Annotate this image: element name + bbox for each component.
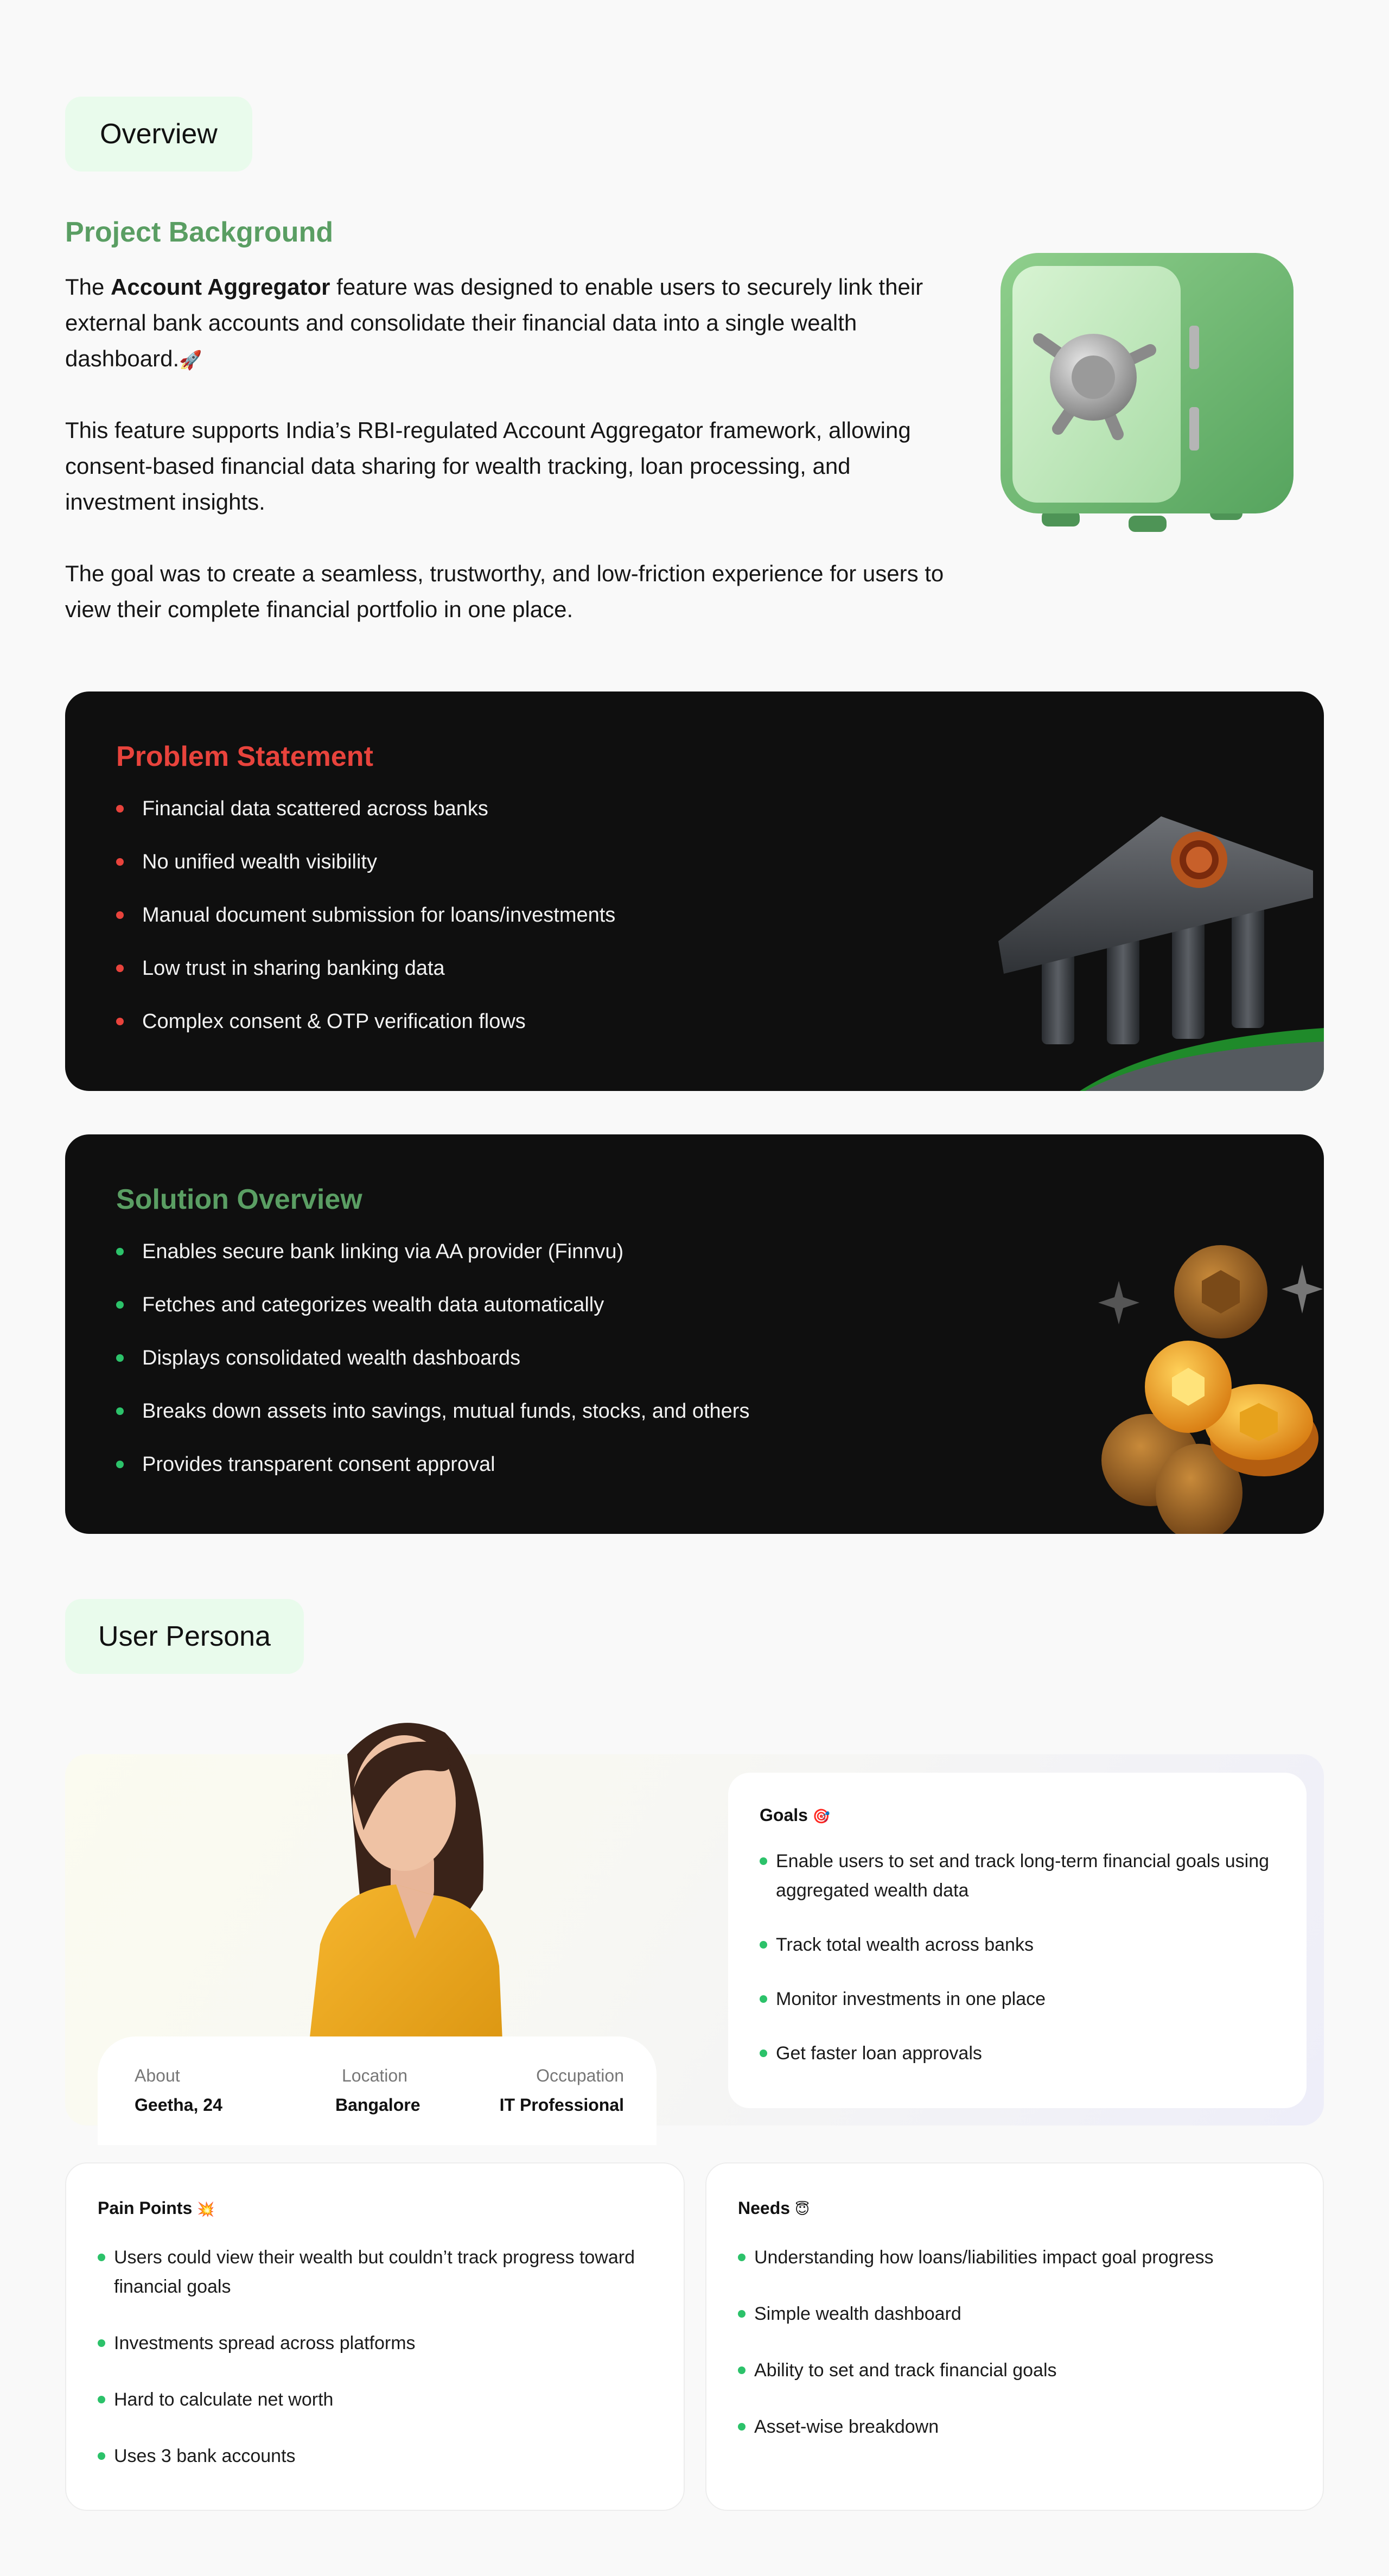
target-icon: 🎯 [812,1808,831,1824]
list-item-text: Understanding how loans/liabilities impact goal progress [754,2247,1214,2268]
coins-illustration [1096,1243,1324,1534]
bullet-icon [760,1995,767,2003]
bullet-icon [116,1407,124,1415]
bullet-icon [116,965,124,972]
needs-title [738,2198,810,2218]
bullet-icon [98,2254,105,2261]
bullet-icon [738,2423,746,2431]
list-item-text: Hard to calculate net worth [114,2389,334,2410]
pain-points-title-text: Pain Points [98,2198,193,2218]
problem-statement-card [65,691,1324,1091]
list-item-text: No unified wealth visibility [142,851,377,873]
about-label: About [135,2066,180,2085]
persona-photo [271,1711,575,2091]
list-item [98,2243,651,2301]
bullet-icon [98,2452,105,2460]
list-item-text: Asset-wise breakdown [754,2416,939,2437]
bank-illustration [998,811,1324,1091]
list-item [738,2299,1291,2328]
bullet-icon [116,1248,124,1255]
overview-chip-label: Overview [100,118,218,150]
problem-list [116,798,615,1064]
user-persona-chip [65,1599,304,1674]
list-item [116,798,615,851]
list-item [760,1984,1280,2014]
list-item-text: Breaks down assets into savings, mutual funds, stocks, and others [142,1400,750,1423]
pain-points-card [65,2162,685,2511]
pain-points-title [98,2198,215,2218]
needs-card [705,2162,1324,2511]
goals-title [760,1805,830,1825]
list-item-text: Simple wealth dashboard [754,2304,961,2324]
para1-bold: Account Aggregator [111,274,330,300]
solution-list [116,1241,749,1507]
bullet-icon [116,858,124,866]
list-item-text: Enable users to set and track long-term financial goals using aggregated wealth data [776,1851,1270,1901]
goals-list [760,1847,1280,2068]
safe-illustration [993,244,1308,537]
goals-card [728,1773,1307,2108]
para1-rest: feature was designed to enable users to securely link their external bank accounts and consolidate their financial data into a single wealth dashboard. [65,274,923,371]
list-item [98,2328,651,2358]
persona-info-card [98,2036,657,2145]
list-item-text: Provides transparent consent approval [142,1453,495,1476]
goals-title-text: Goals [760,1805,808,1825]
bullet-icon [116,1301,124,1309]
list-item [116,1400,749,1454]
list-item-text: Track total wealth across banks [776,1934,1034,1955]
list-item [738,2243,1291,2272]
bullet-icon [738,2310,746,2318]
list-item-text: Financial data scattered across banks [142,797,488,820]
list-item-text: Ability to set and track financial goals [754,2360,1057,2381]
list-item-text: Low trust in sharing banking data [142,957,445,980]
list-item-text: Enables secure bank linking via AA provider (Finnvu) [142,1240,624,1263]
list-item [116,1294,749,1347]
user-persona-chip-label: User Persona [98,1621,271,1652]
background-paragraph-1 [65,269,944,378]
list-item-text: Displays consolidated wealth dashboards [142,1347,521,1369]
list-item-text: Manual document submission for loans/investments [142,904,616,927]
solution-overview-title: Solution Overview [116,1184,362,1215]
solution-overview-card [65,1134,1324,1534]
list-item [116,1011,615,1064]
bullet-icon [116,805,124,813]
list-item [116,1347,749,1400]
background-paragraph-2: This feature supports India’s RBI-regulated Account Aggregator framework, allowing consent-based financial data sharing for wealth tracking, loan processing, and investment insights. [65,417,911,515]
bullet-icon [738,2366,746,2374]
list-item [760,2039,1280,2068]
list-item [738,2412,1291,2441]
list-item-text: Users could view their wealth but couldn’t track progress toward financial goals [114,2247,635,2297]
list-item [98,2441,651,2471]
bullet-icon [116,1354,124,1362]
list-item [116,1241,749,1294]
bullet-icon [116,1461,124,1468]
overview-chip [65,97,252,172]
list-item [116,904,615,957]
list-item-text: Investments spread across platforms [114,2333,416,2353]
list-item [738,2356,1291,2385]
bullet-icon [738,2254,746,2261]
occupation-label: Occupation [536,2066,624,2085]
list-item [760,1847,1280,1905]
background-paragraph-3: The goal was to create a seamless, trustworthy, and low-friction experience for users to view their complete financial portfolio in one place. [65,561,944,622]
about-value: Geetha, 24 [135,2095,222,2115]
bullet-icon [760,1941,767,1949]
location-label: Location [342,2066,407,2085]
list-item-text: Monitor investments in one place [776,1989,1046,2009]
pain-points-list [98,2243,651,2471]
list-item-text: Fetches and categorizes wealth data automatically [142,1293,604,1316]
location-value: Bangalore [335,2095,420,2115]
list-item [116,851,615,904]
bullet-icon [98,2339,105,2347]
list-item-text: Get faster loan approvals [776,2043,982,2064]
rocket-icon: 🚀 [179,350,202,371]
project-background-title: Project Background [65,217,334,248]
needs-title-text: Needs [738,2198,791,2218]
bullet-icon [760,2050,767,2057]
needs-list [738,2243,1291,2441]
list-item [116,957,615,1011]
bullet-icon [116,1018,124,1025]
occupation-value: IT Professional [499,2095,624,2115]
bullet-icon [98,2396,105,2403]
para1-intro: The [65,274,111,300]
smiling-face-icon: 😇 [794,2201,810,2217]
collision-icon: 💥 [197,2201,215,2217]
list-item [98,2385,651,2414]
problem-statement-title: Problem Statement [116,741,373,772]
list-item-text: Uses 3 bank accounts [114,2446,296,2466]
bullet-icon [760,1857,767,1865]
list-item-text: Complex consent & OTP verification flows [142,1010,526,1033]
bullet-icon [116,911,124,919]
list-item [760,1930,1280,1959]
list-item [116,1454,749,1507]
